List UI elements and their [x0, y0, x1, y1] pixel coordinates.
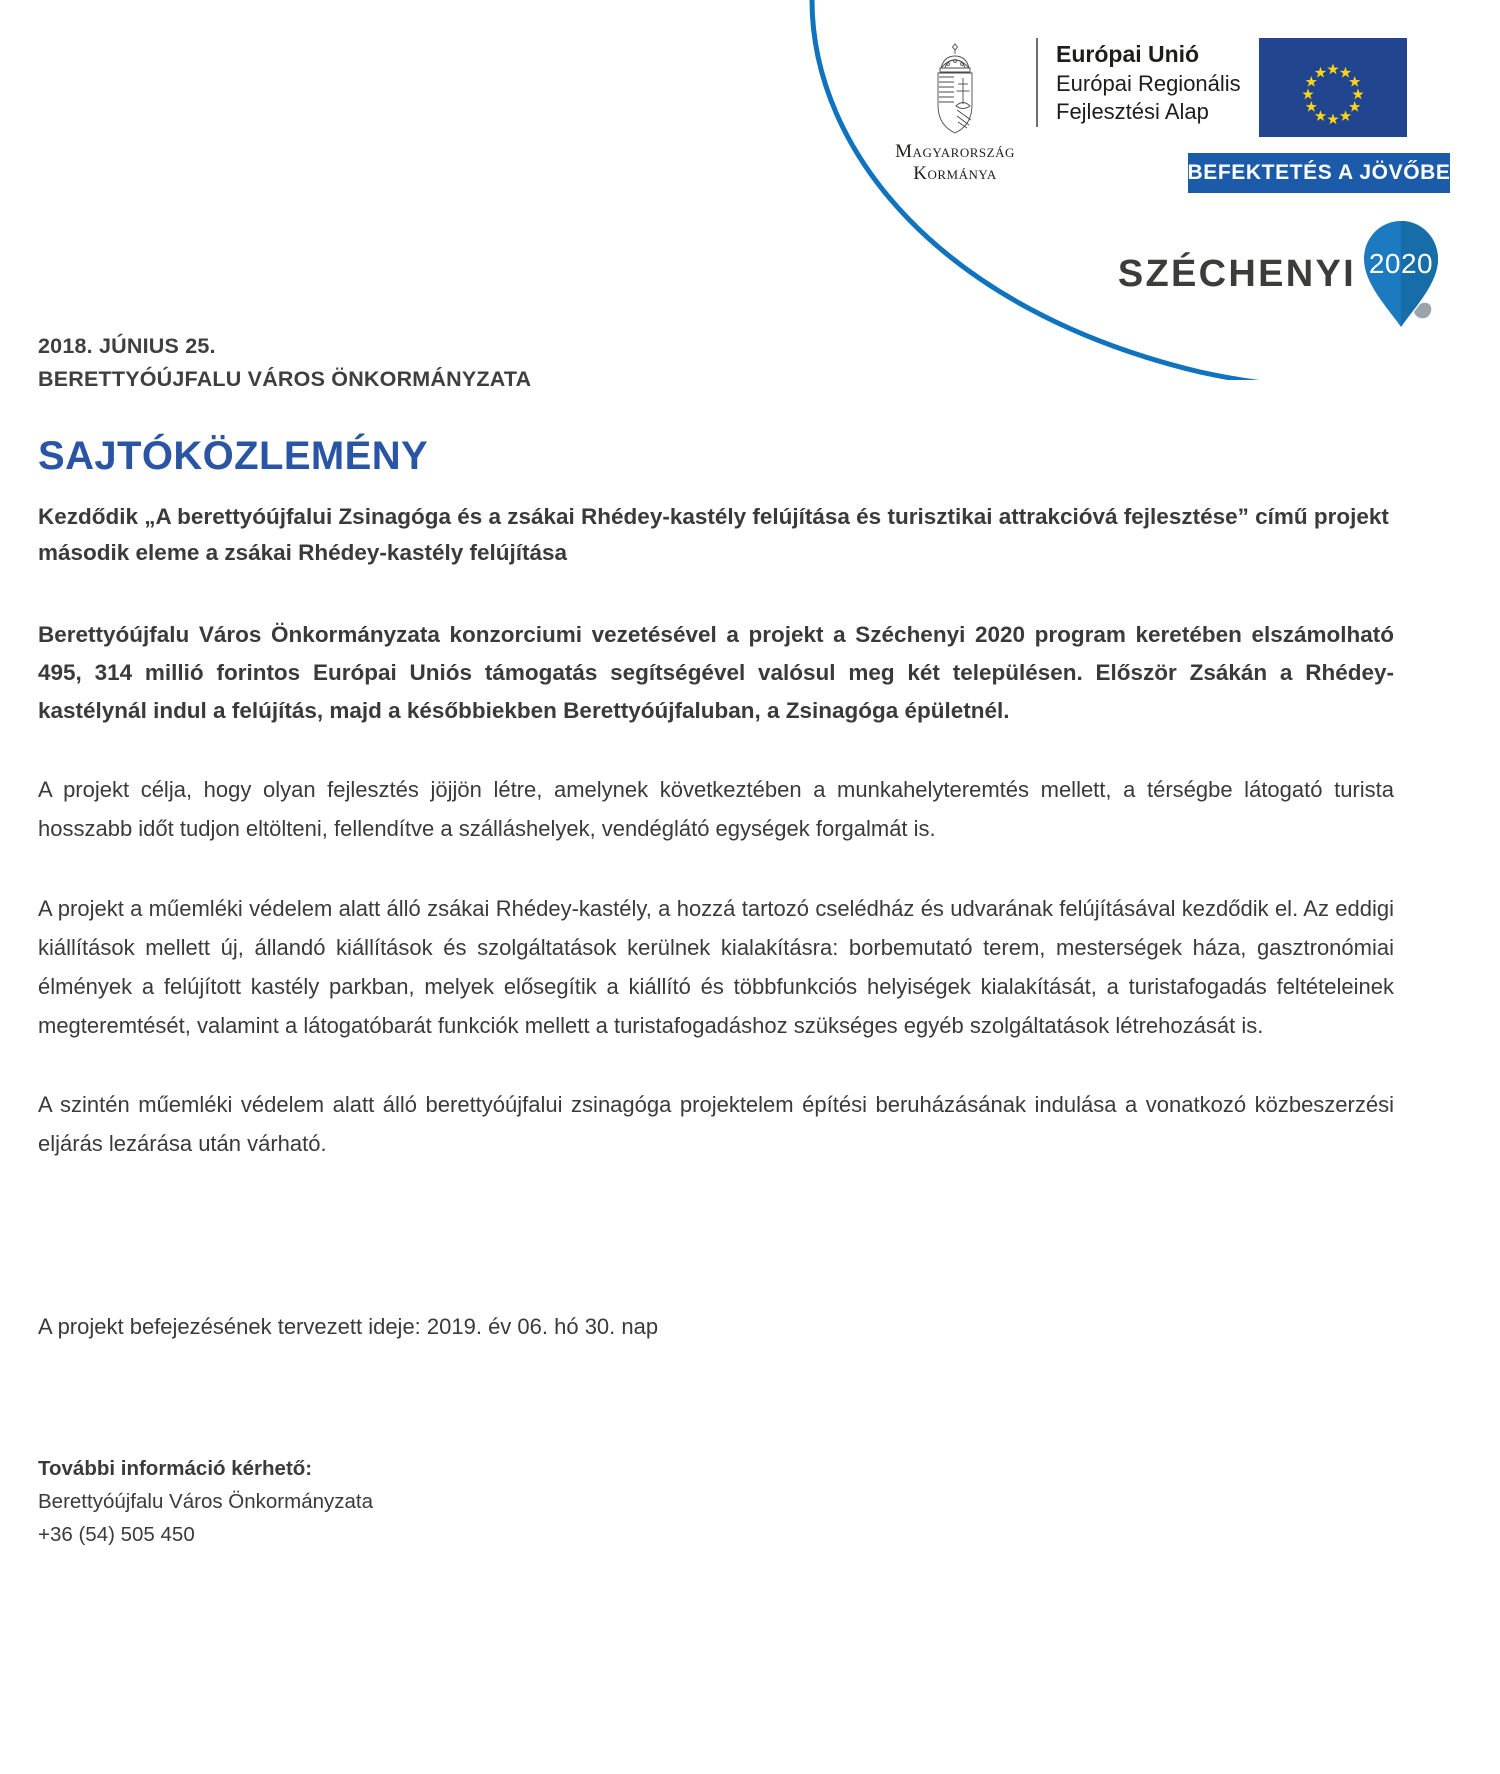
investing-in-future-badge: BEFEKTETÉS A JÖVŐBE	[1188, 153, 1450, 193]
eu-logo-right	[1036, 38, 1450, 193]
highlight-paragraph: Berettyóújfalu Város Önkormányzata konzorciumi vezetésével a projekt a Széchenyi 2020 program keretében elszámolható 495, 314 millió forintos Európai Uniós támogatás segítségével valósul meg két településen. Először Zsákán a Rhédey-kastélynál indul a felújítás, majd a későbbiekben Berettyóújfaluban, a Zsinagóga épületnél.	[38, 621, 1394, 723]
coat-caption-line1: Magyarország	[895, 141, 1015, 162]
header-logo-block	[780, 0, 1480, 330]
page-title: SAJTÓKÖZLEMÉNY	[38, 433, 429, 478]
document-body	[38, 330, 1394, 1551]
eu-funding-logo-row	[880, 38, 1450, 193]
eu-text-and-flag	[1036, 38, 1450, 137]
szechenyi-wordmark: SZÉCHENYI	[1117, 253, 1356, 295]
eu-line-2: Európai Regionális	[1056, 70, 1241, 96]
contact-phone: +36 (54) 505 450	[38, 1522, 195, 1546]
hungary-government-logo	[880, 38, 1030, 186]
issuing-organization: BERETTYÓÚJFALU VÁROS ÖNKORMÁNYZATA	[38, 367, 532, 392]
eu-line-1: Európai Unió	[1056, 41, 1200, 67]
eu-fund-text	[1036, 38, 1241, 127]
body-paragraph-1: A projekt célja, hogy olyan fejlesztés jöjjön létre, amelynek következtében a munkahelyteremtés mellett, a térségbe látogató turista hosszabb időt tudjon eltölteni, fellendítve a szálláshelyek, vendéglátó egységek forgalmát is.	[38, 777, 1394, 842]
publication-date: 2018. JÚNIUS 25.	[38, 334, 216, 358]
contact-organization: Berettyóújfalu Város Önkormányzata	[38, 1489, 373, 1513]
hungary-government-caption	[895, 141, 1015, 186]
body-paragraph-2: A projekt a műemléki védelem alatt álló zsákai Rhédey-kastély, a hozzá tartozó cselédház és udvarának felújításával kezdődik el. Az eddigi kiállítások mellett új, állandó kiállítások és szolgáltatások kerülnek kialakításra: borbemutató terem, mesterségek háza, gasztronómiai élmények a felújított kastély parkban, melyek elősegítik a kiállító és többfunkciós helyiségek kialakítását, a turistafogadás feltételeinek megteremtését, valamint a látogatóbarát funkciók mellett a turistafogadáshoz szükséges egyéb szolgáltatások létrehozását is.	[38, 895, 1394, 1039]
body-paragraph-3: A szintén műemléki védelem alatt álló berettyóújfalui zsinagóga projektelem építési beruházásának indulása a vonatkozó közbeszerzési eljárás lezárása után várható.	[38, 1092, 1394, 1157]
hungarian-coat-of-arms-icon	[918, 40, 992, 136]
coat-caption-line2: Kormánya	[913, 163, 997, 185]
project-completion-date: A projekt befejezésének tervezett ideje: 2019. év 06. hó 30. nap	[38, 1313, 659, 1339]
contact-heading: További információ kérhető:	[38, 1456, 313, 1480]
szechenyi-2020-logo	[1118, 218, 1444, 330]
contact-footer	[38, 1452, 1394, 1552]
eu-line-3: Fejlesztési Alap	[1056, 99, 1209, 125]
szechenyi-year: 2020	[1368, 248, 1434, 279]
lead-paragraph: Kezdődik „A berettyóújfalui Zsinagóga és a zsákai Rhédey-kastély felújítása és turisztikai attrakcióvá fejlesztése” című projekt második eleme a zsákai Rhédey-kastély felújítása	[38, 503, 1389, 566]
eu-flag-icon	[1259, 38, 1407, 137]
map-pin-icon	[1358, 218, 1444, 330]
